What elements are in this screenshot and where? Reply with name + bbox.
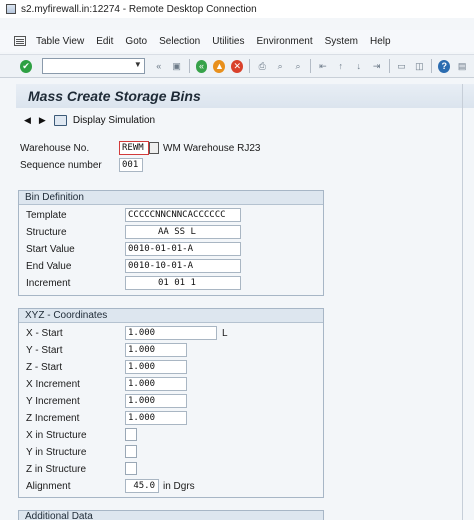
end-value-label: End Value — [26, 261, 72, 272]
next-arrow-icon[interactable]: ▶ — [38, 114, 46, 125]
toolbar-divider — [249, 59, 250, 73]
menu-goto[interactable]: Goto — [125, 35, 148, 47]
warehouse-label: Warehouse No. — [20, 143, 90, 154]
toolbar-divider — [310, 59, 311, 73]
save-icon[interactable]: ▣ — [172, 60, 181, 71]
z-increment-label: Z Increment — [26, 413, 80, 424]
value-help-icon[interactable] — [149, 142, 159, 154]
back-icon[interactable]: « — [196, 60, 208, 73]
cancel-icon[interactable]: ✕ — [231, 60, 243, 73]
layout-menu-icon[interactable]: ▤ — [457, 60, 467, 71]
menu-edit[interactable]: Edit — [96, 35, 114, 47]
start-value-label: Start Value — [26, 244, 75, 255]
print-icon[interactable]: ⎙ — [258, 60, 266, 71]
alignment-label: Alignment — [26, 481, 71, 492]
z-start-input[interactable]: 1.000 — [125, 360, 187, 374]
y-increment-input[interactable]: 1.000 — [125, 394, 187, 408]
x-start-unit: L — [222, 328, 228, 339]
increment-label: Increment — [26, 278, 71, 289]
menu-system[interactable]: System — [324, 35, 358, 47]
xyz-coordinates-title: XYZ - Coordinates — [19, 309, 323, 323]
previous-page-icon[interactable]: ↑ — [338, 61, 344, 71]
find-icon[interactable]: ⌕ — [277, 60, 283, 71]
x-in-structure-label: X in Structure — [26, 430, 87, 441]
y-start-label: Y - Start — [26, 345, 63, 356]
bin-definition-title: Bin Definition — [19, 191, 323, 205]
scrollbar-edge — [462, 84, 463, 520]
command-field[interactable] — [42, 58, 145, 74]
template-label: Template — [26, 210, 67, 221]
template-input[interactable]: CCCCCNNCNNCACCCCCC — [125, 208, 241, 222]
toolbar-divider — [389, 59, 390, 73]
start-value-input[interactable]: 0010-01-01-A — [125, 242, 241, 256]
z-in-structure-label: Z in Structure — [26, 464, 87, 475]
display-simulation-button[interactable]: Display Simulation — [72, 114, 156, 126]
menu-bar — [0, 30, 474, 52]
menu-help[interactable]: Help — [369, 35, 391, 47]
y-in-structure-label: Y in Structure — [26, 447, 87, 458]
standard-toolbar — [0, 54, 474, 78]
z-start-label: Z - Start — [26, 362, 63, 373]
next-page-icon[interactable]: ↓ — [356, 61, 361, 71]
x-in-structure-checkbox[interactable] — [125, 428, 137, 441]
sequence-input[interactable]: 001 — [119, 158, 143, 172]
last-page-icon[interactable]: ⇥ — [372, 60, 381, 71]
y-start-input[interactable]: 1.000 — [125, 343, 187, 357]
previous-arrow-icon[interactable]: ◀ — [24, 114, 31, 125]
warehouse-description: WM Warehouse RJ23 — [163, 143, 261, 154]
warehouse-input[interactable]: REWM — [119, 141, 149, 155]
page-header — [16, 84, 474, 108]
chevron-down-icon[interactable]: ▼ — [133, 60, 142, 69]
structure-label: Structure — [26, 227, 67, 238]
y-increment-label: Y Increment — [26, 396, 80, 407]
menu-environment[interactable]: Environment — [256, 35, 313, 47]
first-page-icon[interactable]: ⇤ — [319, 60, 327, 71]
window-titlebar — [0, 0, 474, 18]
alignment-unit: in Dgrs — [163, 481, 195, 492]
sequence-label: Sequence number — [20, 160, 102, 171]
menu-table-view[interactable]: Table View — [36, 35, 85, 47]
back-arrow-icon[interactable]: « — [156, 61, 162, 71]
x-start-label: X - Start — [26, 328, 63, 339]
application-toolbar — [16, 110, 474, 130]
menu-icon[interactable] — [14, 36, 26, 46]
printer-icon[interactable] — [54, 115, 67, 126]
toolbar-divider — [189, 59, 190, 73]
increment-input[interactable]: 01 01 1 — [125, 276, 241, 290]
enter-check-icon[interactable]: ✔ — [20, 60, 32, 73]
shortcut-icon[interactable]: ◫ — [415, 60, 424, 71]
help-icon[interactable]: ? — [438, 60, 450, 73]
toolbar-divider — [431, 59, 432, 73]
new-session-icon[interactable]: ▭ — [397, 60, 406, 71]
find-next-icon[interactable]: ⌕ — [295, 60, 301, 71]
page-title: Mass Create Storage Bins — [28, 88, 201, 104]
z-increment-input[interactable]: 1.000 — [125, 411, 187, 425]
x-increment-label: X Increment — [26, 379, 80, 390]
end-value-input[interactable]: 0010-10-01-A — [125, 259, 241, 273]
window-title: s2.myfirewall.in:12274 - Remote Desktop Connection — [21, 3, 257, 15]
y-in-structure-checkbox[interactable] — [125, 445, 137, 458]
exit-icon[interactable]: ▲ — [214, 61, 224, 71]
alignment-input[interactable]: 45.0 — [125, 479, 159, 493]
structure-input[interactable]: AA SS L — [125, 225, 241, 239]
menu-utilities[interactable]: Utilities — [212, 35, 245, 47]
remote-desktop-icon — [6, 4, 16, 14]
x-increment-input[interactable]: 1.000 — [125, 377, 187, 391]
additional-data-title: Additional Data — [19, 511, 323, 520]
additional-data-group — [18, 510, 324, 520]
menu-selection[interactable]: Selection — [159, 35, 201, 47]
x-start-input[interactable]: 1.000 — [125, 326, 217, 340]
z-in-structure-checkbox[interactable] — [125, 462, 137, 475]
